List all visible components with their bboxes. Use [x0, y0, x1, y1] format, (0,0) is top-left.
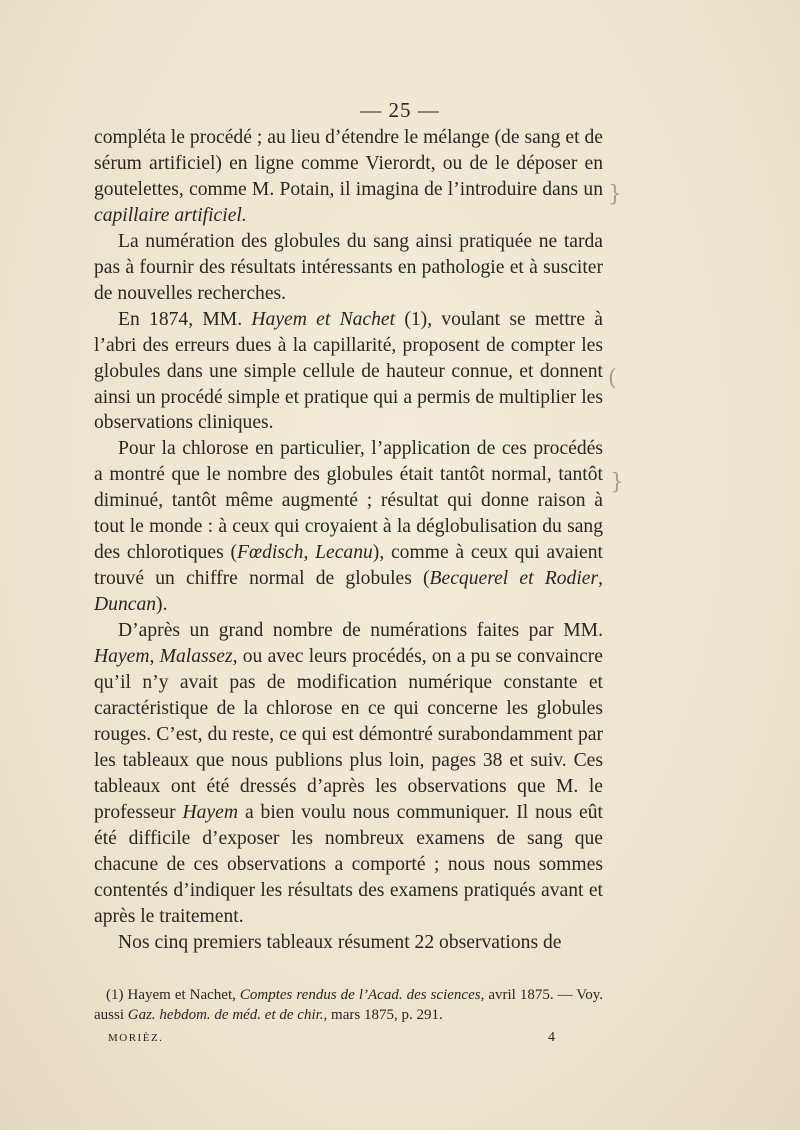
italic-text: Comptes rendus de l’Acad. des sciences — [239, 987, 481, 1003]
paragraph — [94, 930, 603, 956]
text-run: (1) Hayem et Nachet, — [106, 987, 240, 1003]
text-run: , — [598, 568, 603, 590]
footnote — [94, 985, 603, 1025]
paragraph — [94, 436, 603, 618]
italic-text: capillaire artificiel. — [94, 204, 247, 226]
text-run: , ou avec leurs procédés, on a pu se convaincre qu’il n’y avait pas de modification numérique constante et caractéristique de la chlorose en ce qui concerne les globules rouges. C’est, du reste, ce qui est démontré surabondamment par les tableaux que nous publions plus loin, pages 38 et suiv. Ces tableaux ont été dressés d’après les observations que M. le professeur — [94, 646, 604, 823]
text-run: a bien voulu nous communiquer. Il nous eût été difficile d’exposer les nombreux examens de sang que chacune de ces observations a comporté ; nous nous sommes contentés d’indiquer les résultats des examens pratiqués avant et après le traitement. — [94, 801, 603, 927]
italic-text: Hayem — [94, 646, 150, 668]
italic-text: Hayem et Nachet — [251, 308, 396, 330]
paragraph — [94, 229, 603, 307]
footnote-text — [94, 985, 603, 1025]
text-run: compléta le procédé ; au lieu d’étendre le mélange (de sang et de sérum artificiel) en ligne comme Vierordt, ou de le déposer en goutelettes, comme M. Potain, il imagina de l’introduire dans un — [94, 127, 603, 200]
italic-text: Lecanu — [315, 542, 373, 564]
italic-text: Duncan — [94, 594, 157, 616]
text-run: La numération des globules du sang ainsi pratiquée ne tarda pas à fournir des résultats intéressants en pathologie et à susciter de nouvelles recherches. — [94, 230, 603, 304]
margin-bracket-mark: ( — [608, 366, 617, 391]
paragraph — [94, 618, 603, 929]
text-run: , avril 1875. — Voy. aussi — [94, 987, 603, 1023]
text-run: ). — [156, 594, 168, 616]
margin-bracket-mark: } — [608, 182, 622, 207]
text-run: ), comme à ceux qui avaient trouvé un chiffre normal de globules ( — [94, 542, 603, 590]
italic-text: Gaz. hebdom. de méd. et de chir. — [127, 1007, 324, 1023]
italic-text: Malassez — [159, 646, 233, 668]
paragraph — [94, 125, 603, 229]
italic-text: Becquerel et Rodier — [429, 568, 599, 590]
body-text — [94, 125, 603, 956]
text-run: D’après un grand nombre de numérations faites par MM. — [118, 620, 603, 642]
margin-bracket-mark: } — [610, 470, 624, 495]
page-number: — 25 — — [360, 98, 440, 122]
text-run: (1), voulant se mettre à l’abri des erreurs dues à la capillarité, proposent de compter les globules dans une simple cellule de hauteur connue, et donnent ainsi un procédé simple et pratique qui a permis de multiplier les observations cliniques. — [94, 308, 603, 434]
signature-mark: MORIÈZ. — [108, 1032, 164, 1044]
text-run: , — [303, 542, 316, 564]
text-run: Pour la chlorose en particulier, l’application de ces procédés a montré que le nombre des globules était tantôt normal, tantôt diminué, tantôt même augmenté ; résultat qui donne raison à tout le monde : à ceux qui croyaient à la déglobulisation du sang des chlorotiques ( — [94, 438, 603, 564]
italic-text: Fœdisch — [237, 542, 304, 564]
paragraph — [94, 307, 603, 437]
text-run: , mars 1875, p. 291. — [323, 1007, 443, 1023]
text-run: En 1874, MM. — [118, 308, 252, 330]
text-run: Nos cinq premiers tableaux résument 22 observations de — [118, 931, 562, 953]
sheet-number: 4 — [548, 1030, 555, 1045]
text-run: , — [149, 646, 160, 668]
italic-text: Hayem — [182, 801, 239, 823]
